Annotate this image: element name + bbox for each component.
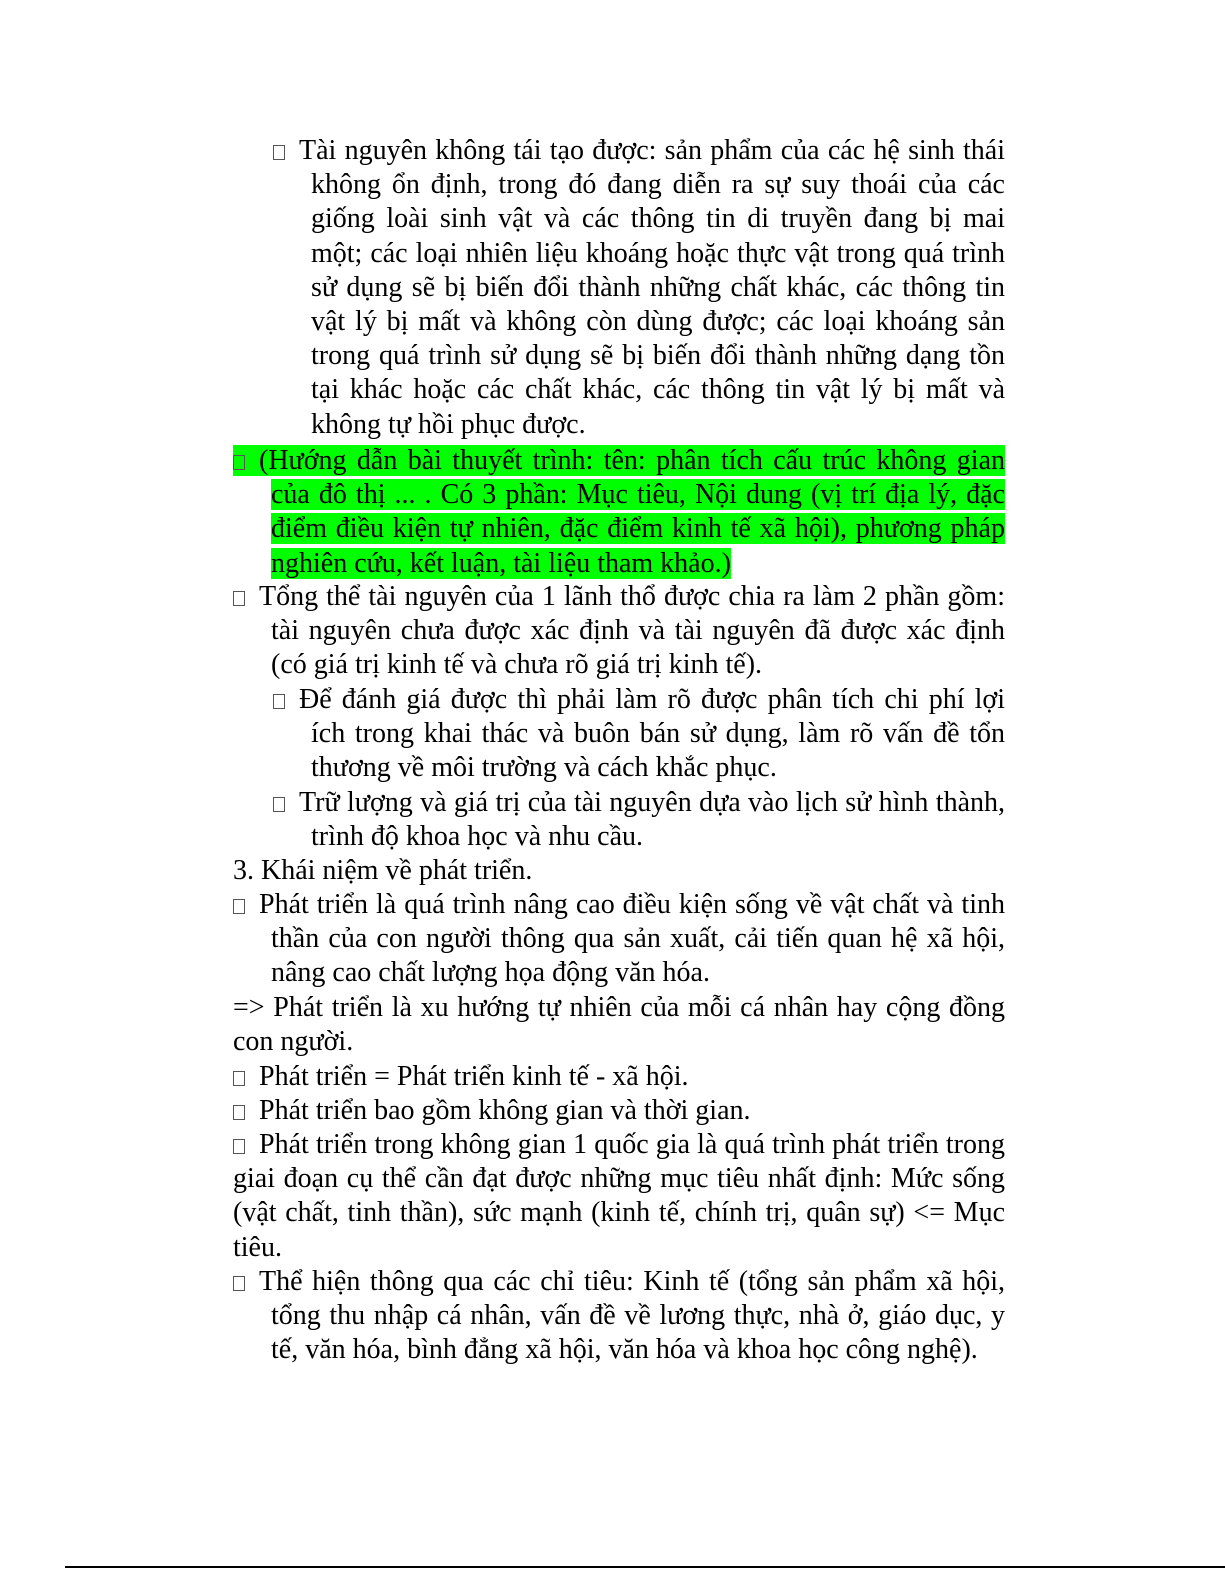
paragraph-indicators: Thể hiện thông qua các chỉ tiêu: Kinh tế (tổng sản phẩm xã hội, tổng thu nhập cá nhân, vấn đề về lương thực, nhà ở, giáo dục, y tế, văn hóa, bình đẳng xã hội, văn hóa và khoa học công nghệ). — [271, 1265, 1005, 1368]
paragraph-national-development: Phát triển trong không gian 1 quốc gia là quá trình phát triển trong giai đoạn cụ thể cần đạt được những mục tiêu nhất định: Mức sống (vật chất, tinh thần), sức mạnh (kinh tế, chính trị, quân sự) <= Mục tiêu. — [233, 1129, 1005, 1263]
paragraph-presentation-guide — [259, 444, 1005, 581]
square-bullet-icon — [273, 694, 285, 709]
square-bullet-icon — [273, 145, 285, 160]
square-bullet-icon — [233, 1071, 245, 1086]
paragraph-nonrenewable-resources: Tài nguyên không tái tạo được: sản phẩm của các hệ sinh thái không ổn định, trong đó đang diễn ra sự suy thoái của các giống loài sinh vật và các thông tin di truyền đang bị mai một; các loại nhiên liệu khoáng hoặc thực vật trong quá trình sử dụng sẽ bị biến đổi thành những chất khác, các thông tin vật lý bị mất và không còn dùng được; các loại khoáng sản trong quá trình sử dụng sẽ bị biến đổi thành những dạng tồn tại khác hoặc các chất khác, các thông tin vật lý bị mất và không tự hồi phục được. — [311, 134, 1005, 442]
square-bullet-icon — [233, 1276, 245, 1291]
highlighted-text: (Hướng dẫn bài thuyết trình: tên: phân tích cấu trúc không gian của đô thị ... . Có 3 phần: Mục tiêu, Nội dung (vị trí địa lý, đặc điểm điều kiện tự nhiên, đặc điểm kinh tế xã hội), phương pháp nghiên cứu, kết luận, tài liệu tham khảo.) — [233, 445, 1005, 579]
square-bullet-icon — [233, 899, 245, 914]
page-bottom-rule — [65, 1566, 1225, 1568]
paragraph-evaluation: Để đánh giá được thì phải làm rõ được phân tích chi phí lợi ích trong khai thác và buôn bán sử dụng, làm rõ vấn đề tổn thương về môi trường và cách khắc phục. — [311, 683, 1005, 786]
section-heading-development: 3. Khái niệm về phát triển. — [233, 855, 533, 886]
paragraph-reserves: Trữ lượng và giá trị của tài nguyên dựa vào lịch sử hình thành, trình độ khoa học và nhu cầu. — [311, 786, 1005, 854]
square-bullet-icon — [233, 591, 245, 606]
square-bullet-icon — [273, 797, 285, 812]
paragraph-natural-trend: => Phát triển là xu hướng tự nhiên của mỗi cá nhân hay cộng đồng con người. — [233, 992, 1005, 1058]
paragraph-total-resources: Tổng thể tài nguyên của 1 lãnh thổ được chia ra làm 2 phần gồm: tài nguyên chưa được xác định và tài nguyên đã được xác định (có giá trị kinh tế và chưa rõ giá trị kinh tế). — [271, 580, 1005, 683]
paragraph-space-time: Phát triển bao gồm không gian và thời gian. — [271, 1094, 1005, 1128]
paragraph-development-equals: Phát triển = Phát triển kinh tế - xã hội. — [271, 1060, 1005, 1094]
square-bullet-icon — [233, 455, 245, 470]
paragraph-development-definition: Phát triển là quá trình nâng cao điều kiện sống về vật chất và tinh thần của con người thông qua sản xuất, cải tiến quan hệ xã hội, nâng cao chất lượng họa động văn hóa. — [271, 888, 1005, 991]
square-bullet-icon — [233, 1105, 245, 1120]
square-bullet-icon — [233, 1139, 245, 1154]
